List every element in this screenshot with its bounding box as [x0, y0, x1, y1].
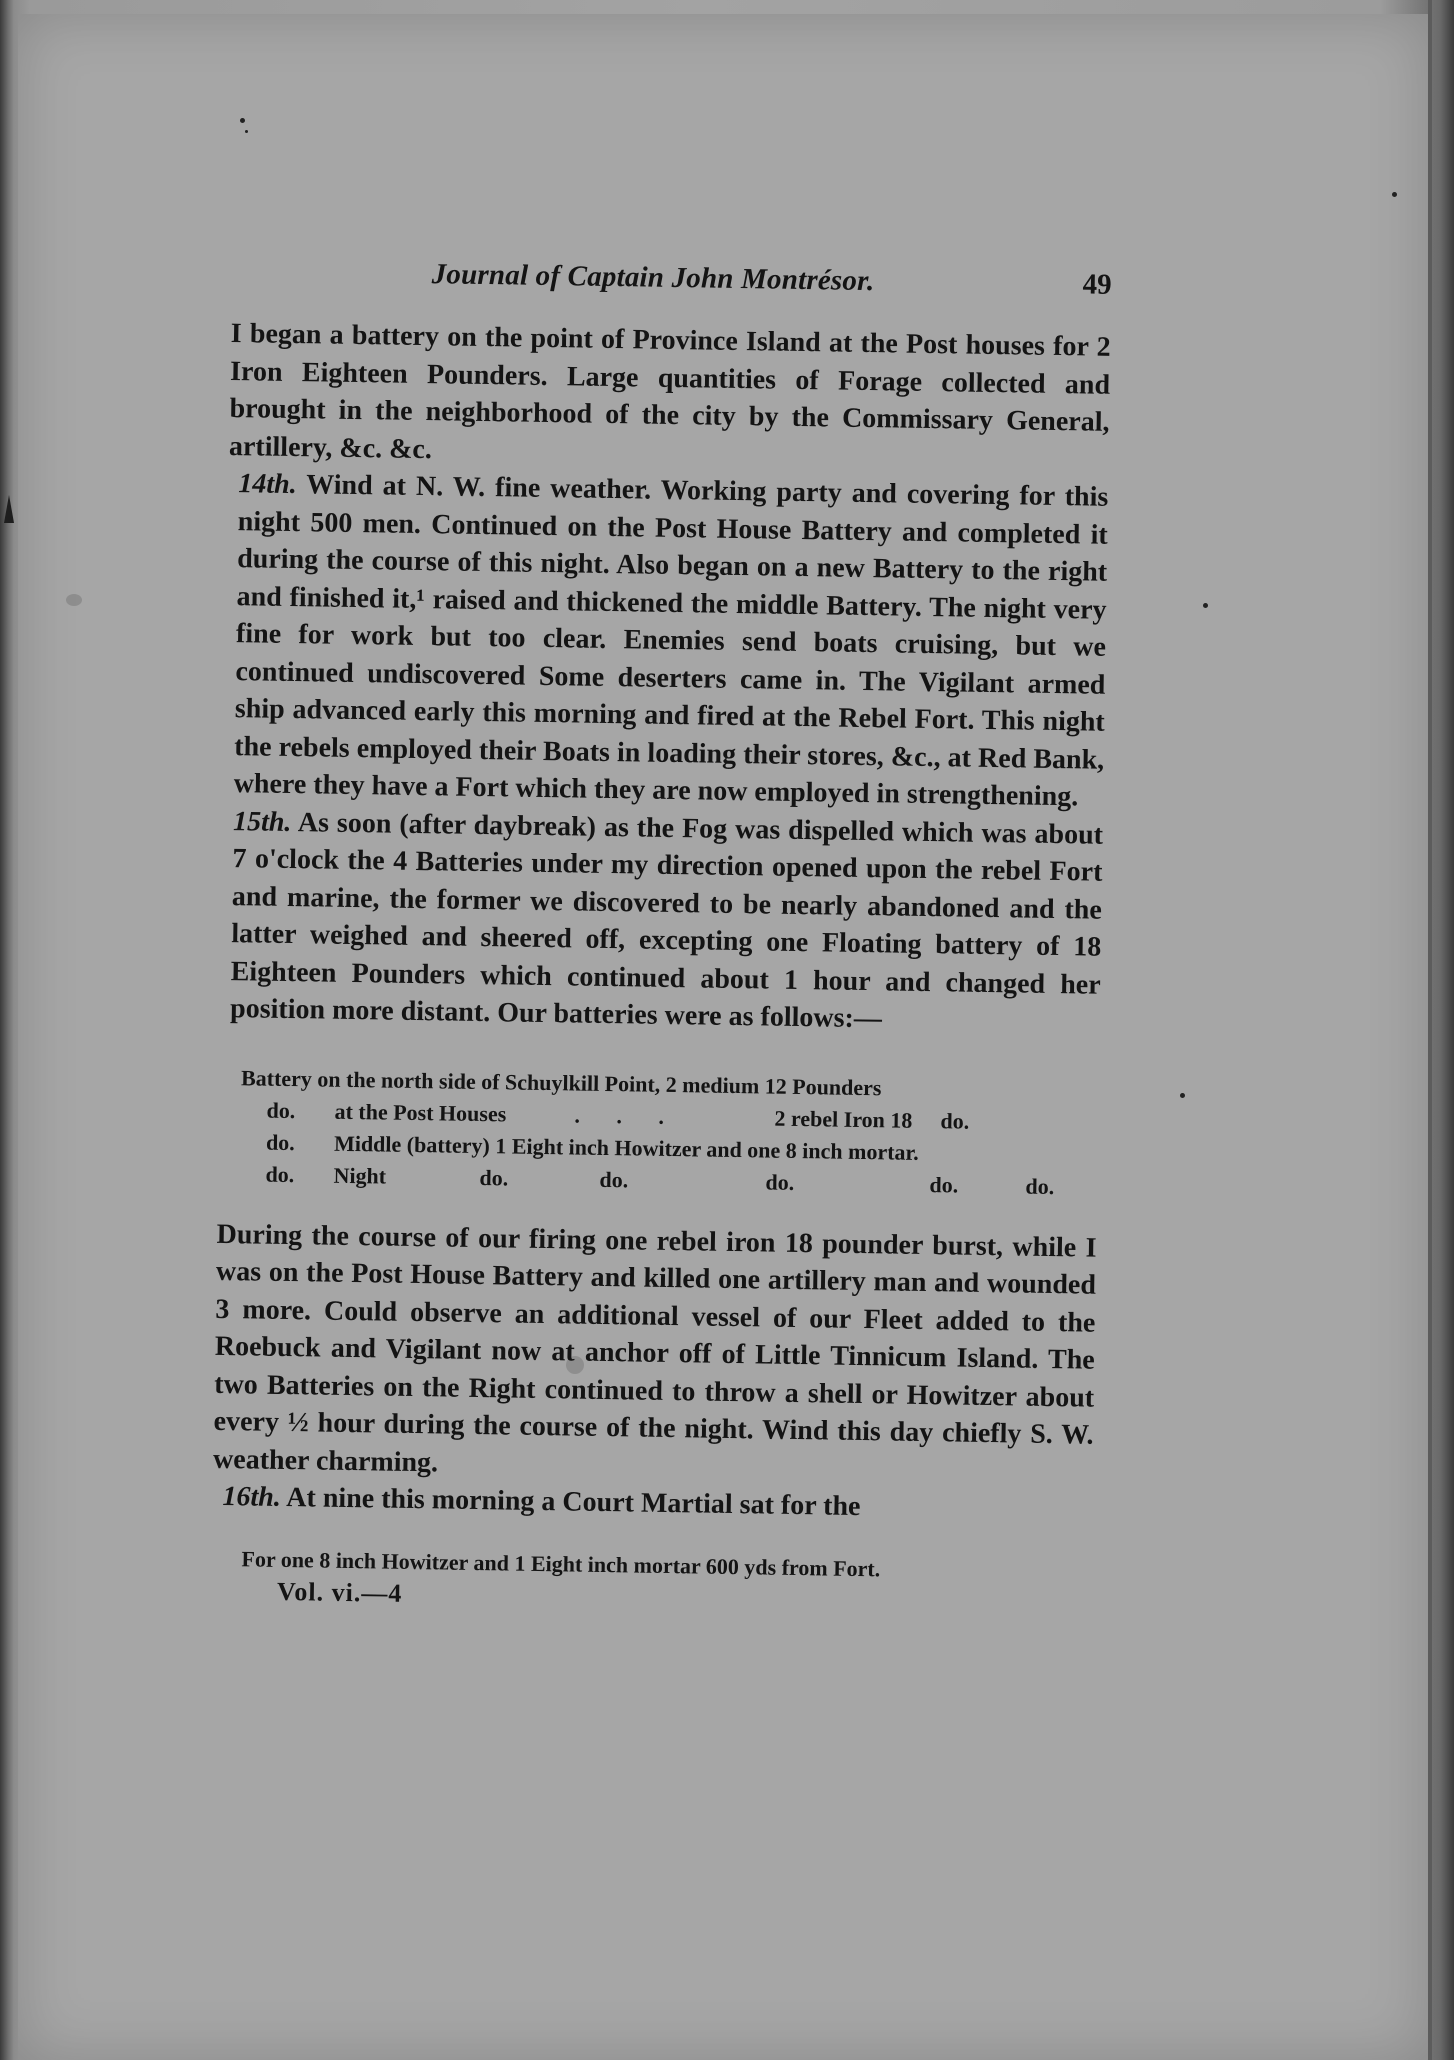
opening-paragraph: I began a battery on the point of Province Island at the Post houses for 2 Iron Eighteen Pounders. Large quantities of Forage collected and brought in the neighborhood of the city by the Commissary General, artillery, &c. &c. [228, 317, 1111, 465]
ink-speck [1203, 603, 1208, 608]
batteries-table [239, 1062, 1099, 1203]
entry-text: At nine this morning a Court Martial sat for the [286, 1482, 861, 1523]
continuation-paragraph: During the course of our firing one rebel iron 18 pounder burst, while I was on the Post House Battery and killed one artillery man and wounded 3 more. Could observe an additional vessel of our Fleet added to the Roebuck and Vigilant now at anchor off of Little Tinnicum Island. The two Batteries on the Right continued to throw a shell or Howitzer about every ½ hour during the course of the night. Wind this day chiefly S. W. weather charming. [212, 1218, 1097, 1478]
table-cell: . [574, 1101, 581, 1128]
table-cell: do. [266, 1097, 296, 1123]
table-cell: do. [479, 1164, 509, 1190]
footnote: For one 8 inch Howitzer and 1 Eight inch mortar 600 yds from Fort. [241, 1545, 881, 1581]
entry-15th [220, 802, 1103, 1041]
table-cell: . [658, 1103, 665, 1129]
entry-date: 14th. [238, 468, 298, 501]
running-head: Journal of Captain John Montrésor. [431, 258, 875, 298]
page-content [211, 255, 1112, 1621]
ink-speck [245, 130, 248, 133]
table-cell: do. [940, 1107, 970, 1134]
paper-stain [66, 594, 82, 606]
table-cell: do. [929, 1171, 959, 1198]
table-cell: Middle (battery) 1 Eight inch Howitzer and one 8 inch mortar. [333, 1130, 920, 1165]
table-cell: do. [765, 1168, 795, 1195]
ink-speck [240, 118, 245, 123]
page-edge [1428, 0, 1432, 2060]
table-cell: do. [265, 1129, 296, 1155]
entry-date: 15th. [232, 805, 292, 838]
table-cell: . [616, 1102, 623, 1128]
table-cell: do. [1025, 1173, 1055, 1199]
table-cell: do. [599, 1166, 629, 1192]
entry-text: Wind at N. W. fine weather. Working party and covering for this night 500 men. Continued on the Post House Battery and completed it during the course of this night. Also began on a new Battery to the right and finished it,¹ raised and thickened the middle Battery. The night very fine for work but too clear. Enemies send boats cruising, but we continued undiscovered Some deserters came in. The Vigilant armed ship advanced early this morning and fired at the Rebel Fort. This night the rebels employed their Boats in loading their stores, &c., at Red Bank, where they have a Fort which they are now employed in strengthening. [233, 469, 1109, 813]
table-cell: Battery on the north side of Schuylkill Point, 2 medium 12 Pounders [240, 1064, 882, 1100]
table-cell: at the Post Houses [334, 1098, 507, 1126]
ink-speck [1392, 192, 1397, 197]
page-number: 49 [1082, 268, 1112, 301]
table-cell: 2 rebel Iron 18 [774, 1105, 913, 1133]
entry-14th [223, 465, 1108, 816]
volume-signature: Vol. vi.—4 [276, 1576, 403, 1608]
entry-text: As soon (after daybreak) as the Fog was dispelled which was about 7 o'clock the 4 Batteries under my direction opened upon the rebel Fort and marine, the former we discovered to be nearly abandoned and the latter weighed and sheered off, excepting one Floating battery of 18 Eighteen Pounders which continued about 1 hour and changed her position more distant. Our batteries were as follows:— [229, 806, 1104, 1035]
ink-speck [1180, 1093, 1185, 1098]
table-cell: Night [333, 1162, 387, 1189]
table-cell: do. [265, 1161, 295, 1187]
entry-date: 16th. [222, 1481, 282, 1513]
